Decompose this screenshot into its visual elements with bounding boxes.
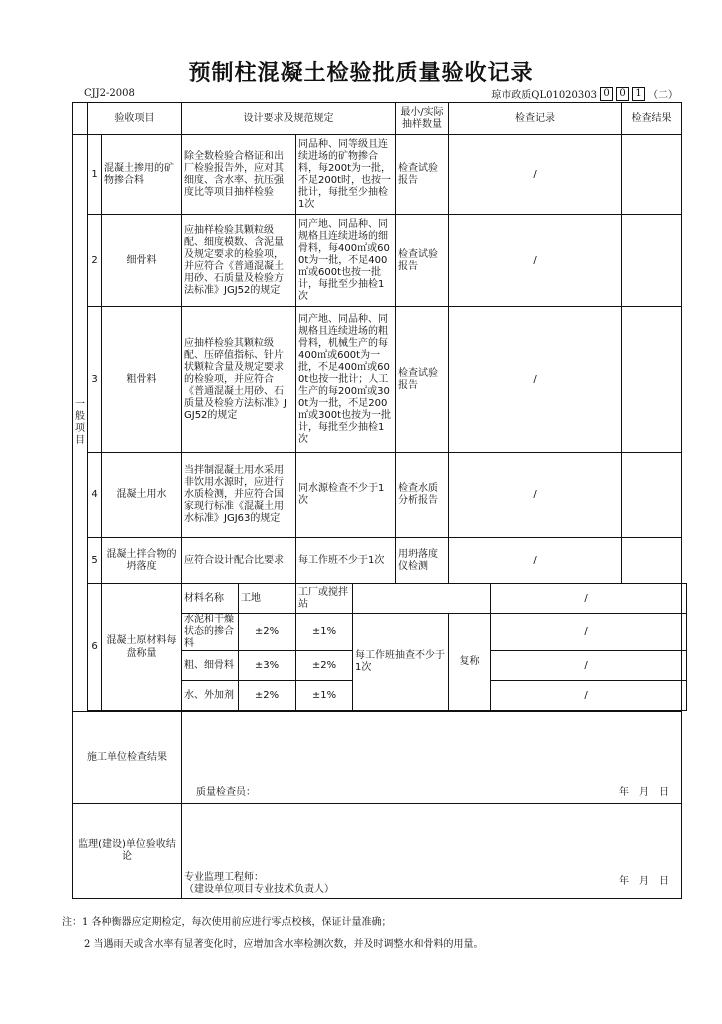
table-row (73, 215, 687, 307)
material-name: 水、外加剂 (182, 681, 239, 711)
row-no: 3 (88, 307, 102, 453)
row-result (622, 453, 682, 538)
row-frequency: 每工作班不少于1次 (296, 538, 396, 584)
row-frequency: 同水源检查不少于1次 (296, 453, 396, 538)
row-record: / (449, 453, 622, 538)
material-name: 粗、细骨料 (182, 651, 239, 681)
weighing-header-row (73, 584, 687, 614)
row-frequency: 同品种、同等级且连续进场的矿物掺合料，每200t为一批，不足200t时，也按一批计，每批至少抽检1次 (296, 135, 396, 215)
row-result (622, 538, 682, 584)
row-no: 6 (88, 584, 102, 711)
inspection-table (72, 102, 687, 899)
col-item: 验收项目 (88, 103, 182, 135)
row-record: / (449, 135, 622, 215)
engineer-label: 专业监理工程师： (184, 872, 264, 883)
plant-tolerance: ±1% (296, 614, 353, 651)
row-method: 检查水质分析报告 (396, 453, 449, 538)
table-row (73, 135, 687, 215)
material-name: 水泥和干燥状态的掺合料 (182, 614, 239, 651)
construction-row (73, 712, 687, 804)
row-requirement: 除全数检验合格证和出厂检验报告外，应对其细度、含水率、抗压强度比等项目抽样检验 (182, 135, 296, 215)
site-header: 工地 (239, 584, 296, 614)
row-no: 2 (88, 215, 102, 307)
supervision-row (73, 804, 687, 899)
row-method: 检查试验报告 (396, 215, 449, 307)
table-row (73, 307, 687, 453)
engineer-note: （建设单位项目专业技术负责人） (184, 884, 334, 895)
weighing-frequency: 每工作班抽查不少于1次 (353, 614, 449, 711)
row-name: 混凝土用水 (102, 453, 182, 538)
row-requirement: 应符合设计配合比要求 (182, 538, 296, 584)
row-record: / (491, 614, 682, 651)
note-2: 2 当遇雨天或含水率有显著变化时，应增加含水率检测次数，并及时调整水和骨料的用量。 (84, 939, 484, 950)
row-requirement: 应抽样检验其颗粒级配、细度模数、含泥量及规定要求的检验项，并应符合《普通混凝土用砂、石质量及检验方法标准》JGJ52的规定 (182, 215, 296, 307)
col-result: 检查结果 (622, 103, 682, 135)
inspector-label: 质量检查员： (196, 787, 256, 798)
row-result (622, 215, 682, 307)
col-record: 检查记录 (449, 103, 622, 135)
row-no: 1 (88, 135, 102, 215)
doc-box-2: 0 (616, 87, 629, 101)
standard-code: CJJ2-2008 (84, 88, 135, 99)
construction-date: 年 月 日 (619, 787, 669, 798)
row-record: / (449, 307, 622, 453)
row-no: 4 (88, 453, 102, 538)
col-sample: 最小/实际抽样数量 (396, 103, 449, 135)
note-1: 注：1 各种衡器应定期检定，每次使用前应进行零点校核，保证计量准确； (62, 917, 392, 928)
row-frequency: 同产地、同品种、同规格且连续进场的粗骨料，机械生产的每400㎡或600t为一批，不足400㎡或600t也按一批计；人工生产的每200㎡或300t为一批，不足200㎡或300t也按为一批计，每批至少抽检1次 (296, 307, 396, 453)
row-record: / (491, 651, 682, 681)
site-tolerance: ±2% (239, 681, 296, 711)
row-name: 混凝土掺用的矿物掺合料 (102, 135, 182, 215)
doc-box-1: 0 (600, 87, 613, 101)
plant-header: 工厂或搅拌站 (296, 584, 353, 614)
row-method: 用坍落度仪检测 (396, 538, 449, 584)
table-header-row (73, 103, 687, 135)
row-requirement: 当拌制混凝土用水采用非饮用水源时，应进行水质检测，并应符合国家现行标准《混凝土用水标准》JGJ63的规定 (182, 453, 296, 538)
material-header: 材料名称 (182, 584, 239, 614)
supervision-label: 监理(建设)单位验收结论 (73, 804, 182, 899)
row-record: / (449, 215, 622, 307)
notes (62, 912, 484, 956)
row-result (622, 135, 682, 215)
weighing-label: 混凝土原材料每盘称量 (102, 584, 182, 711)
row-name: 细骨料 (102, 215, 182, 307)
row-record: / (491, 584, 682, 614)
doc-box-3: 1 (632, 87, 645, 101)
col-design: 设计要求及规范规定 (182, 103, 396, 135)
row-frequency: 同产地、同品种、同规格且连续进场的细骨料，每400㎡或600t为一批，不足400㎡或600t也按一批计，每批至少抽检1次 (296, 215, 396, 307)
row-name: 粗骨料 (102, 307, 182, 453)
row-record: / (449, 538, 622, 584)
category-label: 一 般 项 目 (73, 135, 88, 712)
doc-prefix: 琼市政质QL01020303 (491, 90, 597, 101)
row-no: 5 (88, 538, 102, 584)
plant-tolerance: ±2% (296, 651, 353, 681)
row-method: 检查试验报告 (396, 135, 449, 215)
weighing-method: 复称 (449, 614, 491, 711)
doc-suffix: （二） (648, 90, 678, 101)
document-number (491, 86, 678, 101)
row-name: 混凝土拌合物的坍落度 (102, 538, 182, 584)
supervision-date: 年 月 日 (619, 876, 669, 887)
row-method: 检查试验报告 (396, 307, 449, 453)
supervision-sign-area (182, 804, 682, 899)
plant-tolerance: ±1% (296, 681, 353, 711)
row-requirement: 应抽样检验其颗粒级配、压碎值指标、针片状颗粒含量及规定要求的检验项，并应符合《普通混凝土用砂、石质量及检验方法标准》JGJ52的规定 (182, 307, 296, 453)
site-tolerance: ±3% (239, 651, 296, 681)
table-row (73, 538, 687, 584)
construction-sign-area (182, 712, 682, 804)
construction-label: 施工单位检查结果 (73, 712, 182, 804)
row-result (622, 307, 682, 453)
page-title: 预制柱混凝土检验批质量验收记录 (188, 61, 534, 86)
table-row (73, 453, 687, 538)
site-tolerance: ±2% (239, 614, 296, 651)
row-record: / (491, 681, 682, 711)
